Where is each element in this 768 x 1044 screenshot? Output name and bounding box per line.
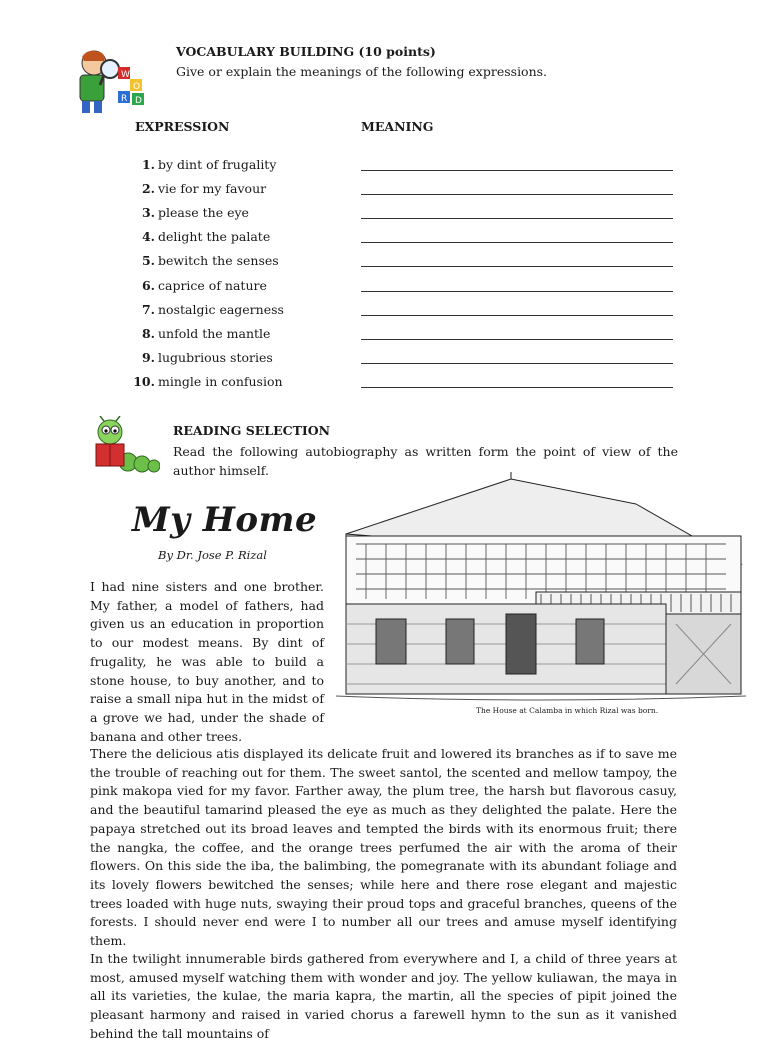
expression-text: mingle in confusion	[158, 374, 283, 389]
expression-text: bewitch the senses	[158, 253, 279, 268]
logo-letter-d: D	[135, 96, 142, 106]
answer-line[interactable]	[361, 339, 673, 340]
vocab-row	[133, 205, 678, 225]
reading-title: READING SELECTION	[173, 423, 331, 438]
expression-text: lugubrious stories	[158, 350, 273, 365]
answer-line[interactable]	[361, 170, 673, 171]
vocab-row	[133, 302, 678, 322]
expression-header: EXPRESSION	[135, 119, 230, 134]
vocab-row	[133, 326, 678, 346]
vocab-row	[133, 181, 678, 201]
logo-letter-r: R	[121, 94, 128, 104]
answer-line[interactable]	[361, 363, 673, 364]
essay-title: My Home	[132, 500, 318, 540]
house-illustration	[336, 464, 746, 714]
item-number: 9 .	[133, 350, 155, 365]
vocab-row	[133, 157, 678, 177]
vocab-row	[133, 374, 678, 394]
expression-text: nostalgic eagerness	[158, 302, 284, 317]
answer-line[interactable]	[361, 387, 673, 388]
vocab-row	[133, 278, 678, 298]
vocab-title: VOCABULARY BUILDING (10 points)	[176, 44, 436, 59]
item-number: 4 .	[133, 229, 155, 244]
expression-text: please the eye	[158, 205, 249, 220]
vocab-row	[133, 350, 678, 370]
vocab-row	[133, 253, 678, 273]
expression-text: by dint of frugality	[158, 157, 277, 172]
bookworm-clipart	[88, 416, 160, 476]
answer-line[interactable]	[361, 242, 673, 243]
logo-letter-o: O	[133, 82, 141, 92]
logo-letter-w: W	[121, 70, 130, 80]
essay-paragraph-1: I had nine sisters and one brother. My father, a model of fathers, had given us an education in proportion to our modest means. By dint of frugality, he was able to build a stone house, to buy another, and to raise a small nipa hut in the midst of a grove we had, under the shade of banana and other trees.	[90, 579, 324, 744]
item-number: 5 .	[133, 253, 155, 268]
answer-line[interactable]	[361, 194, 673, 195]
illustration-caption: The House at Calamba in which Rizal was born.	[476, 706, 659, 715]
item-number: 6 .	[133, 278, 155, 293]
essay-byline: By Dr. Jose P. Rizal	[158, 548, 267, 562]
item-number: 2 .	[133, 181, 155, 196]
vocab-row	[133, 229, 678, 249]
expression-text: vie for my favour	[158, 181, 267, 196]
vocab-instruction: Give or explain the meanings of the following expressions.	[176, 64, 548, 79]
item-number: 1 .	[133, 157, 155, 172]
answer-line[interactable]	[361, 315, 673, 316]
answer-line[interactable]	[361, 218, 673, 219]
essay-paragraph-3: In the twilight innumerable birds gathered from everywhere and I, a child of three years at most, amused myself watching them with wonder and joy. The yellow kuliawan, the maya in all its varieties, the kulae, the maria kapra, the martin, all the species of pipit joined the pleasant harmony and raised in varied chorus a farewell hymn to the sun as it vanished behind the tall mountains of	[90, 951, 677, 1041]
meaning-header: MEANING	[361, 119, 434, 134]
essay-paragraph-2: There the delicious atis displayed its delicate fruit and lowered its branches as if to save me the trouble of reaching out for them. The sweet santol, the scented and mellow tampoy, the pink makopa vied for my favor. Farther away, the plum tree, the harsh but flavorous casuy, and the beautiful tamarind pleased the eye as much as they delighted the palate. Here the papaya stretched out its broad leaves and tempted the birds with its enormous fruit; there the nangka, the coffee, and the orange trees perfumed the air with the aroma of their flowers. On this side the iba, the balimbing, the pomegranate with its abundant foliage and its lovely flowers bewitched the senses; while here and there rose elegant and majestic trees loaded with huge nuts, swaying their proud tops and graceful branches, queens of the forests. I should never end were I to number all our trees and amuse myself identifying them.	[90, 746, 677, 949]
reading-instruction: Read the following autobiography as written form the point of view of the author himself.	[173, 444, 678, 478]
answer-line[interactable]	[361, 266, 673, 267]
item-number: 7 .	[133, 302, 155, 317]
vocabulary-clipart	[70, 45, 160, 115]
item-number: 8 .	[133, 326, 155, 341]
expression-text: delight the palate	[158, 229, 271, 244]
expression-text: caprice of nature	[158, 278, 267, 293]
expression-text: unfold the mantle	[158, 326, 271, 341]
answer-line[interactable]	[361, 291, 673, 292]
item-number: 10 .	[133, 374, 155, 389]
item-number: 3 .	[133, 205, 155, 220]
